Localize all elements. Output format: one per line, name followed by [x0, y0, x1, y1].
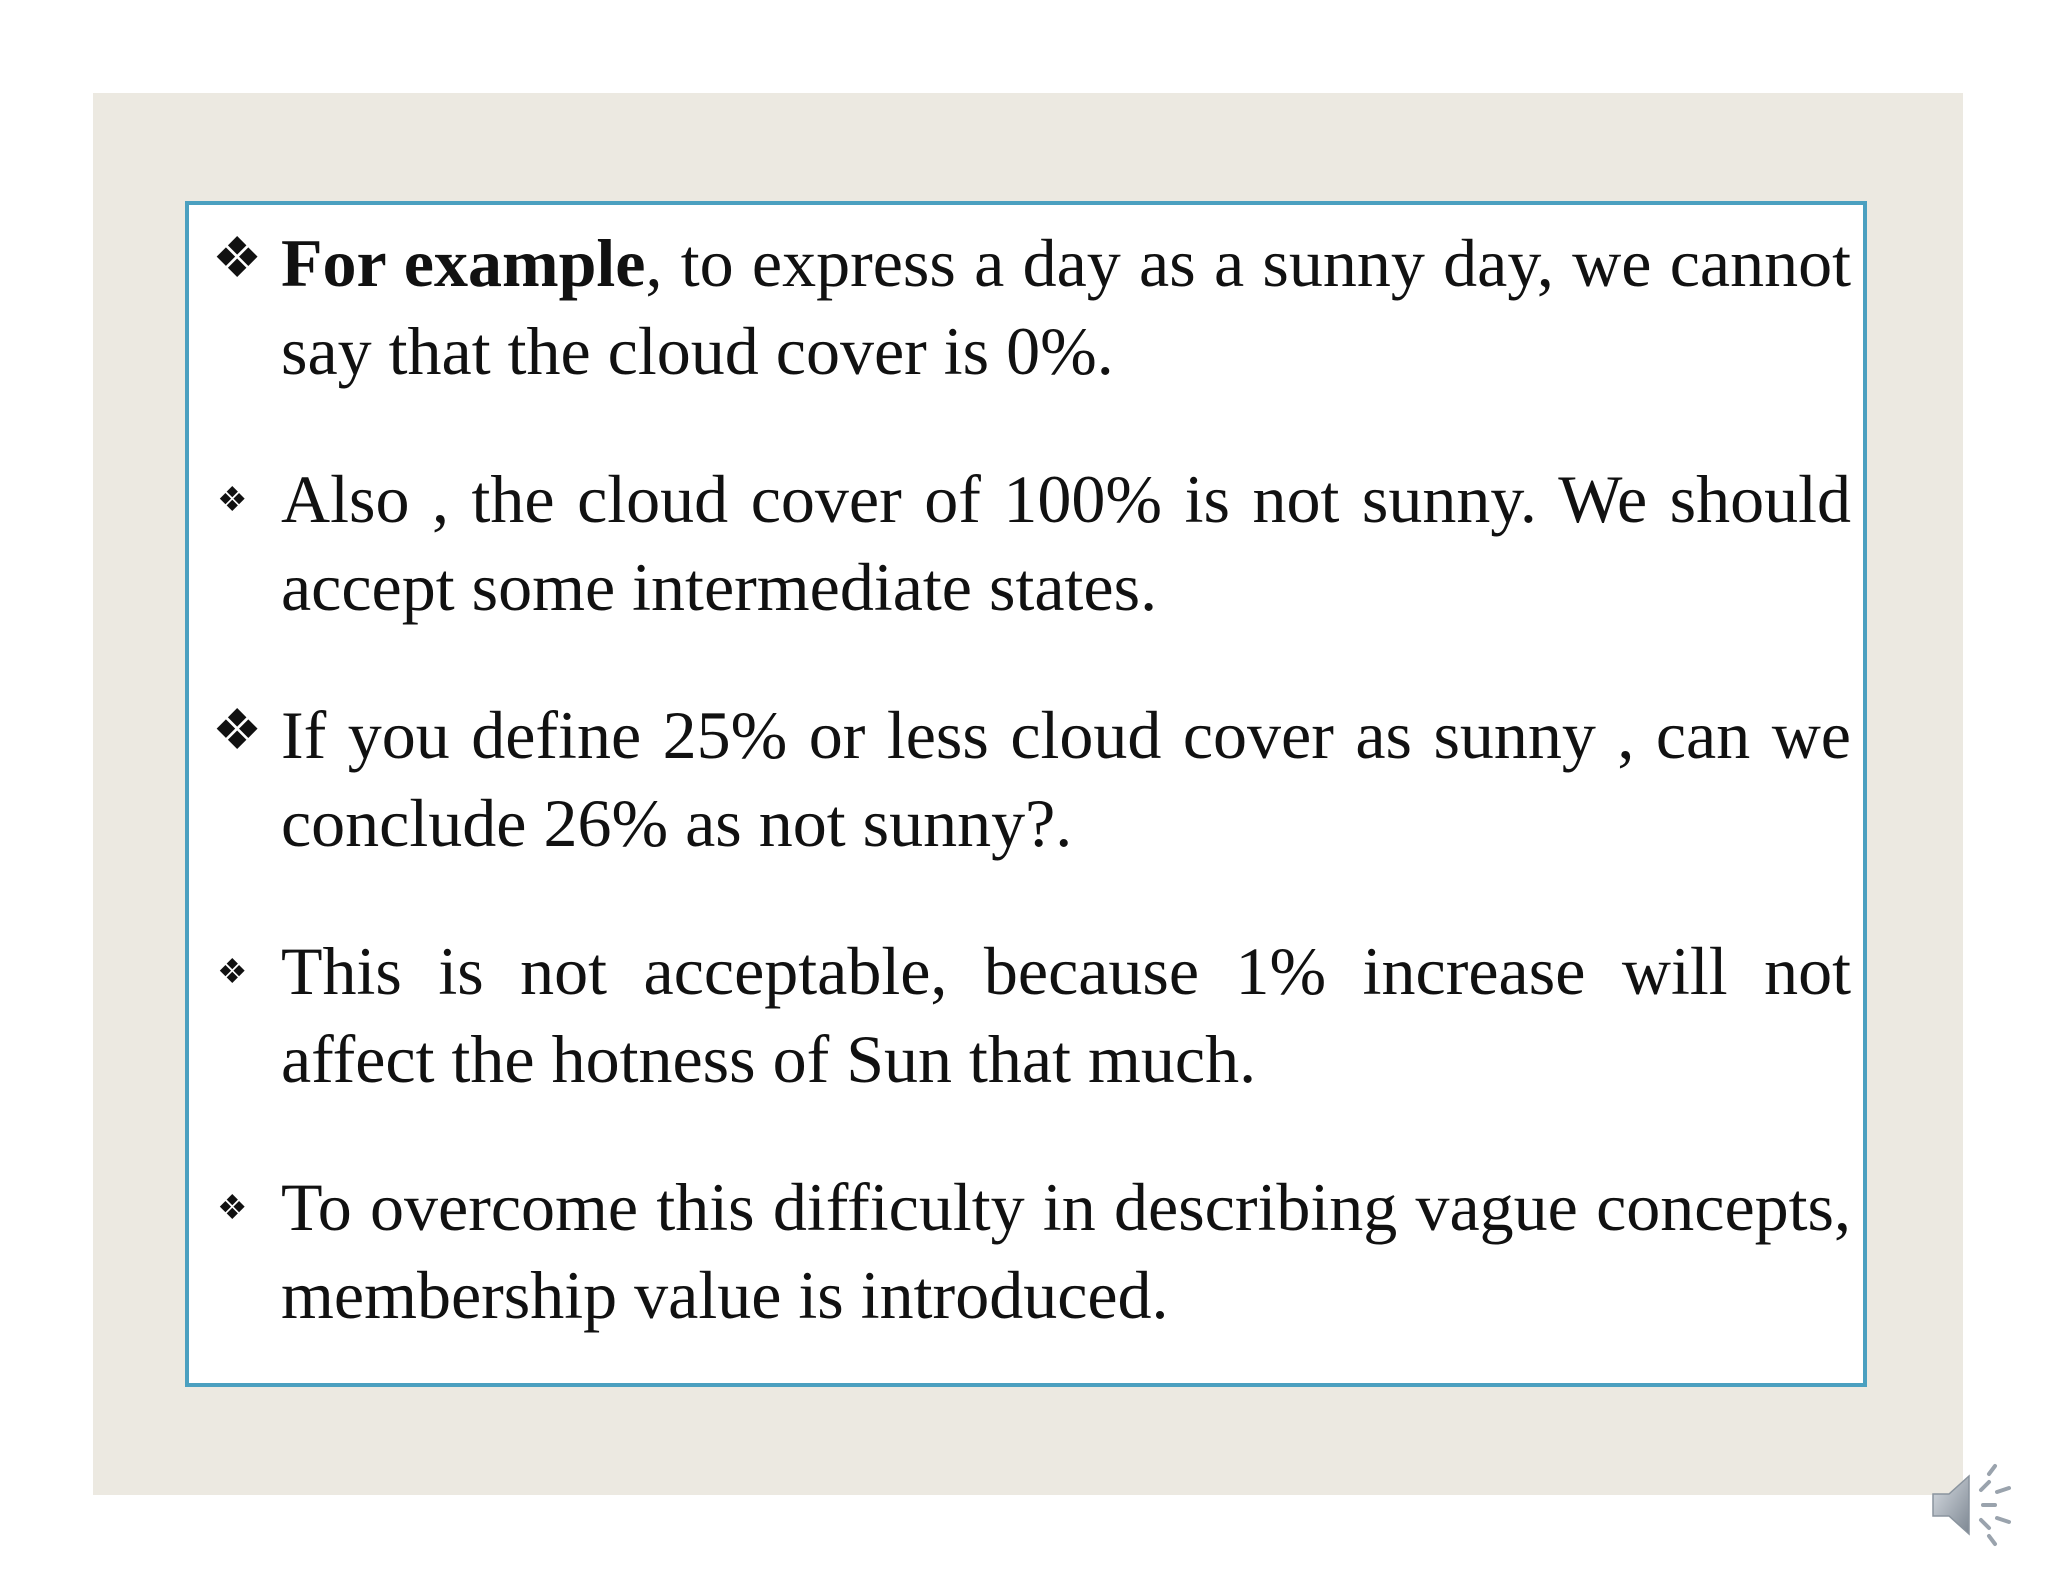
bullet-body: To overcome this difficulty in describing vague concepts, membership value is introduced.	[281, 1169, 1851, 1333]
content-box	[185, 201, 1867, 1387]
bullet-diamond-icon: ❖	[217, 482, 248, 519]
bullet-body: If you define 25% or less cloud cover as sunny , can we conclude 26% as not sunny?.	[281, 697, 1851, 861]
bullet-diamond-icon: ❖	[212, 228, 263, 290]
bullet-text	[281, 455, 1851, 631]
bullet-text	[281, 691, 1851, 867]
bullet-list	[189, 205, 1863, 1383]
bullet-lead: For example	[281, 225, 646, 301]
bullet-body: Also , the cloud cover of 100% is not sunny. We should accept some intermediate states.	[281, 461, 1851, 625]
bullet-diamond-icon: ❖	[212, 700, 263, 762]
bullet-text	[281, 927, 1851, 1103]
speaker-icon[interactable]	[1925, 1460, 2015, 1550]
bullet-diamond-icon: ❖	[217, 1190, 248, 1227]
bullet-diamond-icon: ❖	[217, 954, 248, 991]
speaker-icon-graphic	[1925, 1460, 2015, 1550]
bullet-text	[281, 219, 1851, 395]
bullet-body: This is not acceptable, because 1% increase will not affect the hotness of Sun that much.	[281, 933, 1851, 1097]
bullet-body: , to express a day as a sunny day, we cannot say that the cloud cover is 0%.	[281, 225, 1851, 389]
bullet-text	[281, 1163, 1851, 1339]
